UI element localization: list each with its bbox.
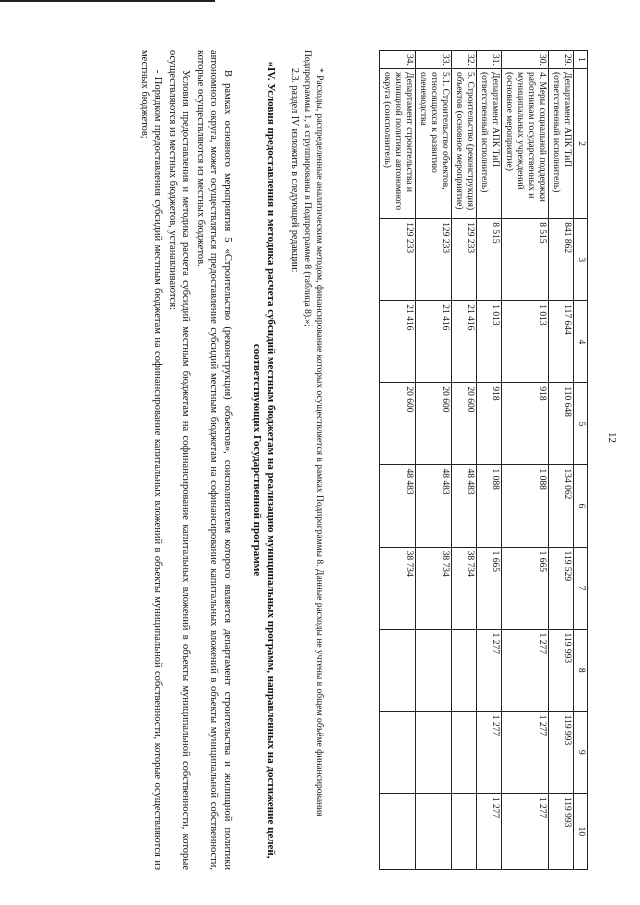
value-cell: 1 088 (502, 465, 549, 547)
value-cell: 129 233 (416, 219, 452, 301)
value-cell: 129 233 (452, 219, 477, 301)
value-cell: 134 062 (549, 465, 574, 547)
table-row (477, 51, 502, 870)
column-number: 6 (574, 465, 588, 547)
column-number: 7 (574, 547, 588, 629)
value-cell: 918 (477, 383, 502, 465)
table-row (416, 51, 452, 870)
value-cell: 8 515 (502, 219, 549, 301)
value-cell: 38 734 (452, 547, 477, 629)
value-cell: 119 993 (549, 793, 574, 869)
value-cell: 21 416 (380, 301, 416, 383)
row-number: 34. (380, 51, 416, 69)
value-cell: 20 600 (416, 383, 452, 465)
value-cell: 119 529 (549, 547, 574, 629)
row-label: 5. Строительство (реконструкция) объектов (основное мероприятие) (452, 69, 477, 219)
column-number: 9 (574, 711, 588, 793)
table-row (502, 51, 549, 870)
row-label: 5.1. Строительство объектов, относящихся к развитию оленеводства (416, 69, 452, 219)
value-cell (452, 793, 477, 869)
value-cell: 119 993 (549, 711, 574, 793)
value-cell: 21 416 (416, 301, 452, 383)
row-number: 29. (549, 51, 574, 69)
column-number: 1 (574, 51, 588, 69)
value-cell (380, 629, 416, 711)
row-label: Департамент АПК ТиП (ответственный исполнитель) (477, 69, 502, 219)
value-cell: 38 734 (380, 547, 416, 629)
value-cell: 48 483 (416, 465, 452, 547)
value-cell: 1 665 (477, 547, 502, 629)
value-cell: 1 277 (477, 793, 502, 869)
funding-table (379, 50, 588, 870)
column-number: 2 (574, 69, 588, 219)
value-cell (416, 711, 452, 793)
rotated-content (20, 22, 620, 882)
value-cell: 129 233 (380, 219, 416, 301)
value-cell: 1 665 (502, 547, 549, 629)
value-cell: 117 644 (549, 301, 574, 383)
value-cell: 841 862 (549, 219, 574, 301)
paragraph: В рамках основного мероприятия 5 «Строительство (реконструкция) объектов», соисполнителем которого является департамент строительства и жилищной политики автономного округа, может осуществляться предоставление субсидий местным бюджетам на софинансирование капитальных вложений в объекты муниципальной собственности, которые осуществляются из местных бюджетов. (195, 50, 233, 870)
amendment-line: 2.3. раздел IV изложить в следующей редакции: (289, 68, 300, 273)
value-cell: 48 483 (380, 465, 416, 547)
value-cell: 119 993 (549, 629, 574, 711)
paragraph: Условия предоставления и методика расчета субсидий местным бюджетам на софинансирование капитальных вложений в объекты муниципальной собственности, которые осуществляются из местных бюджетов, устанавливаются: (167, 50, 192, 870)
value-cell: 1 277 (477, 629, 502, 711)
section-heading: «IV. Условия предоставления и методика расчета субсидий местным бюджетам на реализацию муниципальных программ, направленных на достижение целей, соответствующих Государственной программе (251, 61, 277, 859)
top-rule (0, 0, 215, 2)
value-cell: 21 416 (452, 301, 477, 383)
value-cell (416, 793, 452, 869)
table-body (380, 51, 588, 870)
column-number: 3 (574, 219, 588, 301)
value-cell: 38 734 (416, 547, 452, 629)
value-cell: 1 277 (502, 711, 549, 793)
value-cell: 1 277 (477, 711, 502, 793)
value-cell: 20 600 (452, 383, 477, 465)
table-row (452, 51, 477, 870)
value-cell: 1 277 (502, 629, 549, 711)
body-text (137, 50, 235, 870)
page-number: 12 (606, 432, 618, 443)
value-cell: 1 277 (502, 793, 549, 869)
row-number: 31. (477, 51, 502, 69)
value-cell (452, 629, 477, 711)
value-cell (416, 629, 452, 711)
value-cell: 1 013 (502, 301, 549, 383)
value-cell: 918 (502, 383, 549, 465)
row-label: Департамент строительства и жилищной политики автономного округа (соисполнитель) (380, 69, 416, 219)
column-number: 10 (574, 793, 588, 869)
paragraph: - Порядком предоставления субсидий местным бюджетам на софинансирование капитальных вложений в объекты муниципальной собственности, которые осуществляются из местных бюджетов; (139, 50, 164, 870)
table-row (380, 51, 416, 870)
row-number: 30. (502, 51, 549, 69)
value-cell (452, 711, 477, 793)
column-number: 5 (574, 383, 588, 465)
value-cell: 48 483 (452, 465, 477, 547)
value-cell (380, 711, 416, 793)
column-number: 8 (574, 629, 588, 711)
table-header-row (574, 51, 588, 870)
row-number: 33. (416, 51, 452, 69)
value-cell: 1 088 (477, 465, 502, 547)
table-row (549, 51, 574, 870)
value-cell (380, 793, 416, 869)
value-cell: 20 600 (380, 383, 416, 465)
row-label: 4. Меры социальной поддержки работникам государственных и муниципальных учреждений (основное мероприятие) (502, 69, 549, 219)
value-cell: 8 515 (477, 219, 502, 301)
row-label: Департамент АПК ТиП (ответственный исполнитель) (549, 69, 574, 219)
value-cell: 1 013 (477, 301, 502, 383)
row-number: 32. (452, 51, 477, 69)
column-number: 4 (574, 301, 588, 383)
value-cell: 110 648 (549, 383, 574, 465)
footnote: * Расходы, распределенные аналитическим методом, финансирование которых осуществляется в рамках Подпрограммы 8. Данные расходы не учтены в общем объёме финансирования Подпрограммы 1, а сгруппированы в Подпрограмме 8 (таблица 8).»; (302, 50, 324, 817)
